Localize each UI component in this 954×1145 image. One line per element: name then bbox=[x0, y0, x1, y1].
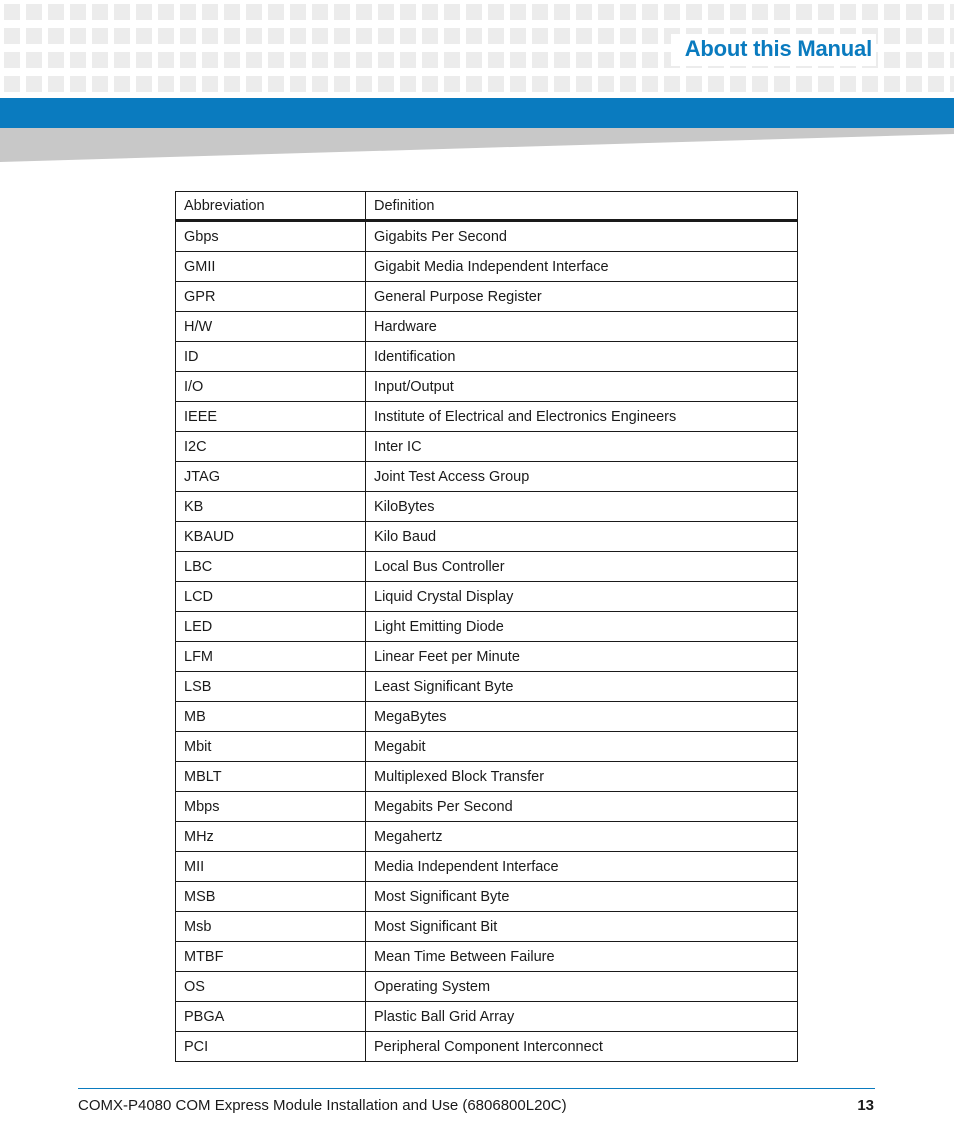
definition-cell: Gigabits Per Second bbox=[366, 221, 798, 252]
definition-cell: MegaBytes bbox=[366, 702, 798, 732]
table-row bbox=[176, 221, 798, 252]
table-row bbox=[176, 342, 798, 372]
abbreviation-cell: LED bbox=[176, 612, 366, 642]
table-row bbox=[176, 522, 798, 552]
footer-document-title: COMX-P4080 COM Express Module Installation and Use (6806800L20C) bbox=[78, 1097, 567, 1114]
abbreviation-cell: LCD bbox=[176, 582, 366, 612]
table-row bbox=[176, 792, 798, 822]
definition-cell: Most Significant Byte bbox=[366, 882, 798, 912]
definition-cell: Liquid Crystal Display bbox=[366, 582, 798, 612]
definition-cell: Media Independent Interface bbox=[366, 852, 798, 882]
abbreviation-cell: PBGA bbox=[176, 1002, 366, 1032]
definition-cell: Input/Output bbox=[366, 372, 798, 402]
abbreviation-cell: Mbit bbox=[176, 732, 366, 762]
definition-cell: Joint Test Access Group bbox=[366, 462, 798, 492]
abbreviation-cell: I/O bbox=[176, 372, 366, 402]
abbreviation-cell: GPR bbox=[176, 282, 366, 312]
table-row bbox=[176, 1032, 798, 1062]
header-gray-wedge bbox=[0, 128, 954, 164]
definition-cell: Mean Time Between Failure bbox=[366, 942, 798, 972]
abbreviation-table-container bbox=[175, 191, 797, 1062]
table-row bbox=[176, 822, 798, 852]
abbreviation-cell: KB bbox=[176, 492, 366, 522]
page-title: About this Manual bbox=[671, 34, 876, 66]
table-row bbox=[176, 402, 798, 432]
page-number: 13 bbox=[857, 1097, 874, 1114]
definition-cell: Inter IC bbox=[366, 432, 798, 462]
table-row bbox=[176, 702, 798, 732]
definition-cell: Least Significant Byte bbox=[366, 672, 798, 702]
definition-cell: Linear Feet per Minute bbox=[366, 642, 798, 672]
abbreviation-cell: LBC bbox=[176, 552, 366, 582]
abbreviation-cell: GMII bbox=[176, 252, 366, 282]
abbreviation-cell: IEEE bbox=[176, 402, 366, 432]
table-row bbox=[176, 942, 798, 972]
abbreviation-cell: KBAUD bbox=[176, 522, 366, 552]
table-row bbox=[176, 972, 798, 1002]
definition-cell: KiloBytes bbox=[366, 492, 798, 522]
definition-cell: Identification bbox=[366, 342, 798, 372]
header-definition: Definition bbox=[366, 192, 798, 221]
definition-cell: Hardware bbox=[366, 312, 798, 342]
definition-cell: Operating System bbox=[366, 972, 798, 1002]
abbreviation-cell: I2C bbox=[176, 432, 366, 462]
header-blue-bar bbox=[0, 98, 954, 128]
abbreviation-cell: PCI bbox=[176, 1032, 366, 1062]
table-row bbox=[176, 642, 798, 672]
abbreviation-cell: LSB bbox=[176, 672, 366, 702]
definition-cell: Megabits Per Second bbox=[366, 792, 798, 822]
table-row bbox=[176, 492, 798, 522]
definition-cell: Kilo Baud bbox=[366, 522, 798, 552]
table-row bbox=[176, 732, 798, 762]
abbreviation-table bbox=[175, 191, 798, 1062]
table-header-row bbox=[176, 192, 798, 221]
definition-cell: Most Significant Bit bbox=[366, 912, 798, 942]
table-row bbox=[176, 282, 798, 312]
footer-divider bbox=[78, 1088, 875, 1089]
table-row bbox=[176, 312, 798, 342]
table-row bbox=[176, 612, 798, 642]
definition-cell: Light Emitting Diode bbox=[366, 612, 798, 642]
table-body bbox=[176, 221, 798, 1062]
abbreviation-cell: Mbps bbox=[176, 792, 366, 822]
abbreviation-cell: MHz bbox=[176, 822, 366, 852]
abbreviation-cell: MTBF bbox=[176, 942, 366, 972]
table-row bbox=[176, 852, 798, 882]
abbreviation-cell: JTAG bbox=[176, 462, 366, 492]
definition-cell: Gigabit Media Independent Interface bbox=[366, 252, 798, 282]
table-row bbox=[176, 912, 798, 942]
definition-cell: Plastic Ball Grid Array bbox=[366, 1002, 798, 1032]
table-row bbox=[176, 372, 798, 402]
abbreviation-cell: ID bbox=[176, 342, 366, 372]
abbreviation-cell: H/W bbox=[176, 312, 366, 342]
abbreviation-cell: Gbps bbox=[176, 221, 366, 252]
definition-cell: General Purpose Register bbox=[366, 282, 798, 312]
table-row bbox=[176, 432, 798, 462]
definition-cell: Local Bus Controller bbox=[366, 552, 798, 582]
table-row bbox=[176, 882, 798, 912]
header-abbreviation: Abbreviation bbox=[176, 192, 366, 221]
definition-cell: Megahertz bbox=[366, 822, 798, 852]
abbreviation-cell: LFM bbox=[176, 642, 366, 672]
definition-cell: Multiplexed Block Transfer bbox=[366, 762, 798, 792]
abbreviation-cell: MII bbox=[176, 852, 366, 882]
abbreviation-cell: OS bbox=[176, 972, 366, 1002]
table-row bbox=[176, 1002, 798, 1032]
table-row bbox=[176, 252, 798, 282]
definition-cell: Institute of Electrical and Electronics Engineers bbox=[366, 402, 798, 432]
table-row bbox=[176, 582, 798, 612]
table-row bbox=[176, 462, 798, 492]
gray-wedge-shape bbox=[0, 128, 954, 162]
abbreviation-cell: MBLT bbox=[176, 762, 366, 792]
abbreviation-cell: Msb bbox=[176, 912, 366, 942]
definition-cell: Peripheral Component Interconnect bbox=[366, 1032, 798, 1062]
table-row bbox=[176, 552, 798, 582]
table-row bbox=[176, 672, 798, 702]
abbreviation-cell: MSB bbox=[176, 882, 366, 912]
table-row bbox=[176, 762, 798, 792]
abbreviation-cell: MB bbox=[176, 702, 366, 732]
definition-cell: Megabit bbox=[366, 732, 798, 762]
